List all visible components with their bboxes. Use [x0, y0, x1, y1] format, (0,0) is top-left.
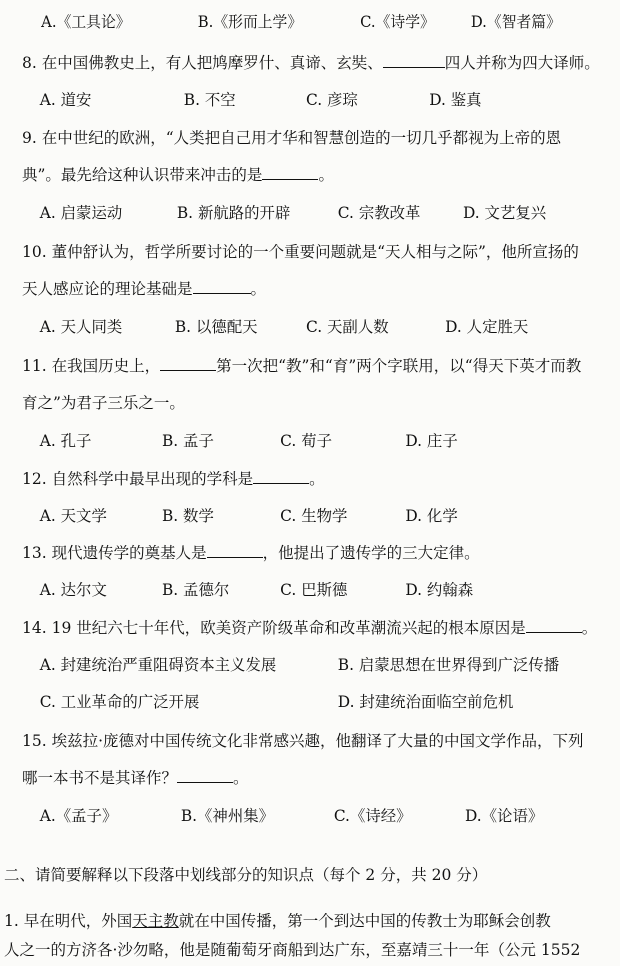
answer-blank [177, 768, 233, 783]
q7-option-c: C.《诗学》 [360, 13, 435, 31]
q15-option-a: A.《孟子》 [39, 807, 118, 825]
q15-line2: 哪一本书不是其译作？ 。 [22, 769, 249, 787]
q9-option-b: B. 新航路的开辟 [176, 204, 291, 222]
q10-option-d: D. 人定胜天 [445, 318, 529, 336]
q13-option-d: D. 约翰森 [405, 581, 474, 599]
q8-stem: 8. 在中国佛教史上，有人把鸠摩罗什、真谛、玄奘、 四人并称为四大译师。 [22, 54, 600, 72]
q9-line1: 9. 在中世纪的欧洲，“人类把自己用才华和智慧创造的一切几乎都视为上帝的恩 [22, 129, 562, 147]
q11-option-b: B. 孟子 [161, 432, 214, 450]
q11-line1: 11. 在我国历史上， 第一次把“教”和“育”两个字联用，以“得天下英才而教 [22, 357, 582, 375]
q14-option-c: C. 工业革命的广泛开展 [39, 693, 200, 711]
q8-option-c: C. 彦琮 [305, 91, 358, 109]
q11-option-c: C. 荀子 [280, 432, 332, 450]
answer-blank [383, 53, 445, 68]
q13-option-b: B. 孟德尔 [161, 581, 230, 599]
q9-option-a: A. 启蒙运动 [39, 204, 123, 222]
q7-option-b: B.《形而上学》 [197, 13, 303, 31]
q15-option-d: D.《论语》 [464, 807, 544, 825]
answer-blank [193, 279, 251, 294]
q9-line2: 典”。最先给这种认识带来冲击的是 。 [22, 166, 334, 184]
q13-option-a: A. 达尔文 [39, 581, 107, 599]
paragraph-1-line2: 人之一的方济各·沙勿略，他是随葡萄牙商船到达广东，至嘉靖三十一年（公元 1552 [4, 941, 581, 959]
q11-option-d: D. 庄子 [405, 432, 458, 450]
q15-line1: 15. 埃兹拉·庞德对中国传统文化非常感兴趣，他翻译了大量的中国文学作品，下列 [22, 732, 584, 750]
q15-option-c: C.《诗经》 [333, 807, 412, 825]
q13-option-c: C. 巴斯德 [280, 581, 348, 599]
q10-option-b: B. 以德配天 [174, 318, 258, 336]
q15-option-b: B.《神州集》 [180, 807, 275, 825]
q13-stem: 13. 现代遗传学的奠基人是 ，他提出了遗传学的三大定律。 [22, 544, 480, 562]
underlined-term: 天主教 [132, 912, 179, 930]
q14-option-b: B. 启蒙思想在世界得到广泛传播 [337, 656, 560, 674]
q10-line1: 10. 董仲舒认为，哲学所要讨论的一个重要问题就是“天人相与之际”，他所宣扬的 [22, 243, 579, 261]
q10-option-a: A. 天人同类 [39, 318, 123, 336]
answer-blank [207, 543, 263, 558]
q14-option-d: D. 封建统治面临空前危机 [337, 693, 514, 711]
paragraph-1-line1: 1. 早在明代，外国天主教就在中国传播，第一个到达中国的传教士为耶稣会创教 [4, 912, 551, 930]
q9-option-c: C. 宗教改革 [337, 204, 421, 222]
answer-blank [262, 165, 318, 180]
q12-option-b: B. 数学 [161, 507, 214, 525]
q11-option-a: A. 孔子 [39, 432, 92, 450]
q8-option-b: B. 不空 [183, 91, 236, 109]
q14-stem: 14. 19 世纪六七十年代，欧美资产阶级革命和改革潮流兴起的根本原因是 。 [22, 619, 598, 637]
q9-option-d: D. 文艺复兴 [462, 204, 547, 222]
q12-option-d: D. 化学 [405, 507, 458, 525]
q8-option-a: A. 道安 [39, 91, 92, 109]
q10-option-c: C. 天副人数 [305, 318, 389, 336]
section-2-title: 二、请简要解释以下段落中划线部分的知识点（每个 2 分，共 20 分） [4, 866, 488, 884]
q12-option-a: A. 天文学 [39, 507, 107, 525]
q7-option-d: D.《智者篇》 [470, 13, 561, 31]
q10-line2: 天人感应论的理论基础是 。 [22, 280, 267, 298]
q8-option-d: D. 鉴真 [429, 91, 482, 109]
answer-blank [253, 469, 309, 484]
q12-option-c: C. 生物学 [280, 507, 348, 525]
q14-option-a: A. 封建统治严重阻碍资本主义发展 [39, 656, 277, 674]
q7-option-a: A.《工具论》 [41, 13, 131, 31]
q12-stem: 12. 自然科学中最早出现的学科是 。 [22, 470, 325, 488]
answer-blank [526, 618, 582, 633]
q11-line2: 育之”为君子三乐之一。 [22, 394, 185, 412]
answer-blank [160, 356, 216, 371]
